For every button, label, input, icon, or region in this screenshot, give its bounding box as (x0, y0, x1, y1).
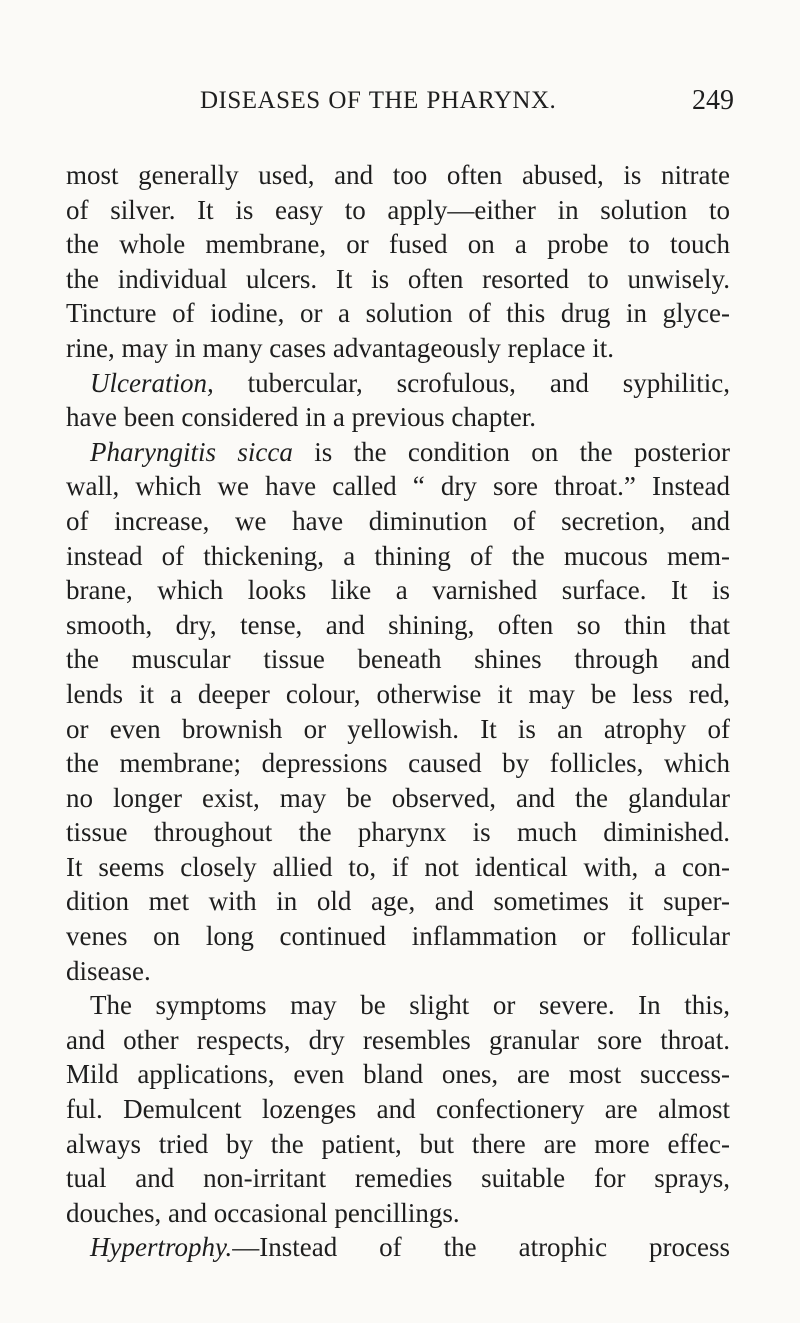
text-line: tual and non-irritant remedies suitable for sprays, (66, 1163, 730, 1194)
text-line: Tincture of iodine, or a solution of this drug in glyce- (66, 298, 730, 329)
text-line: have been considered in a previous chapter. (66, 402, 537, 433)
text-line: disease. (66, 955, 151, 986)
text-line: douches, and occasional pencillings. (66, 1197, 460, 1228)
italic-term-ulceration: Ulceration, (90, 367, 214, 398)
page-header (66, 87, 734, 123)
text-line: Mild applications, even bland ones, are most success- (66, 1059, 730, 1090)
text-line: It seems closely allied to, if not identical with, a con- (66, 851, 730, 882)
text-line: or even brownish or yellowish. It is an atrophy of (66, 713, 730, 744)
text-line: lends it a deeper colour, otherwise it may be less red, (66, 678, 730, 709)
text-line: rine, may in many cases advantageously replace it. (66, 332, 615, 363)
text-line: ful. Demulcent lozenges and confectionery are almost (66, 1094, 730, 1125)
text-line: and other respects, dry resembles granular sore throat. (66, 1024, 730, 1055)
text-line: no longer exist, may be observed, and the glandular (66, 782, 730, 813)
text-line: the individual ulcers. It is often resorted to unwisely. (66, 263, 730, 294)
text-line: the muscular tissue beneath shines through and (66, 644, 730, 675)
text-line: Pharyngitis sicca is the condition on the posterior (90, 436, 730, 467)
italic-term-hypertrophy: Hypertrophy. (90, 1232, 233, 1263)
italic-term-pharyngitis-sicca: Pharyngitis sicca (90, 436, 293, 467)
running-head: DISEASES OF THE PHARYNX. (200, 87, 557, 114)
text-line: venes on long continued inflammation or follicular (66, 921, 730, 952)
text-line: Hypertrophy.—Instead of the atrophic process (90, 1232, 730, 1263)
text-line: of silver. It is easy to apply—either in solution to (66, 194, 730, 225)
text-line: smooth, dry, tense, and shining, often so thin that (66, 609, 730, 640)
page-number: 249 (692, 85, 734, 116)
text-line: of increase, we have diminution of secretion, and (66, 505, 730, 536)
text-line: always tried by the patient, but there are more effec- (66, 1128, 730, 1159)
text-line: dition met with in old age, and sometimes it super- (66, 886, 730, 917)
text-line: The symptoms may be slight or severe. In this, (90, 990, 730, 1021)
text-line: instead of thickening, a thining of the mucous mem- (66, 540, 730, 571)
text-line: the membrane; depressions caused by follicles, which (66, 748, 730, 779)
text-line: wall, which we have called “ dry sore throat.” Instead (66, 471, 730, 502)
text-line: brane, which looks like a varnished surface. It is (66, 575, 730, 606)
text-line: the whole membrane, or fused on a probe to touch (66, 229, 730, 260)
text-line: most generally used, and too often abused, is nitrate (66, 160, 730, 190)
body-text (66, 158, 730, 1265)
text-line: tissue throughout the pharynx is much diminished. (66, 817, 730, 848)
text-line: Ulceration, tubercular, scrofulous, and syphilitic, (90, 367, 730, 398)
